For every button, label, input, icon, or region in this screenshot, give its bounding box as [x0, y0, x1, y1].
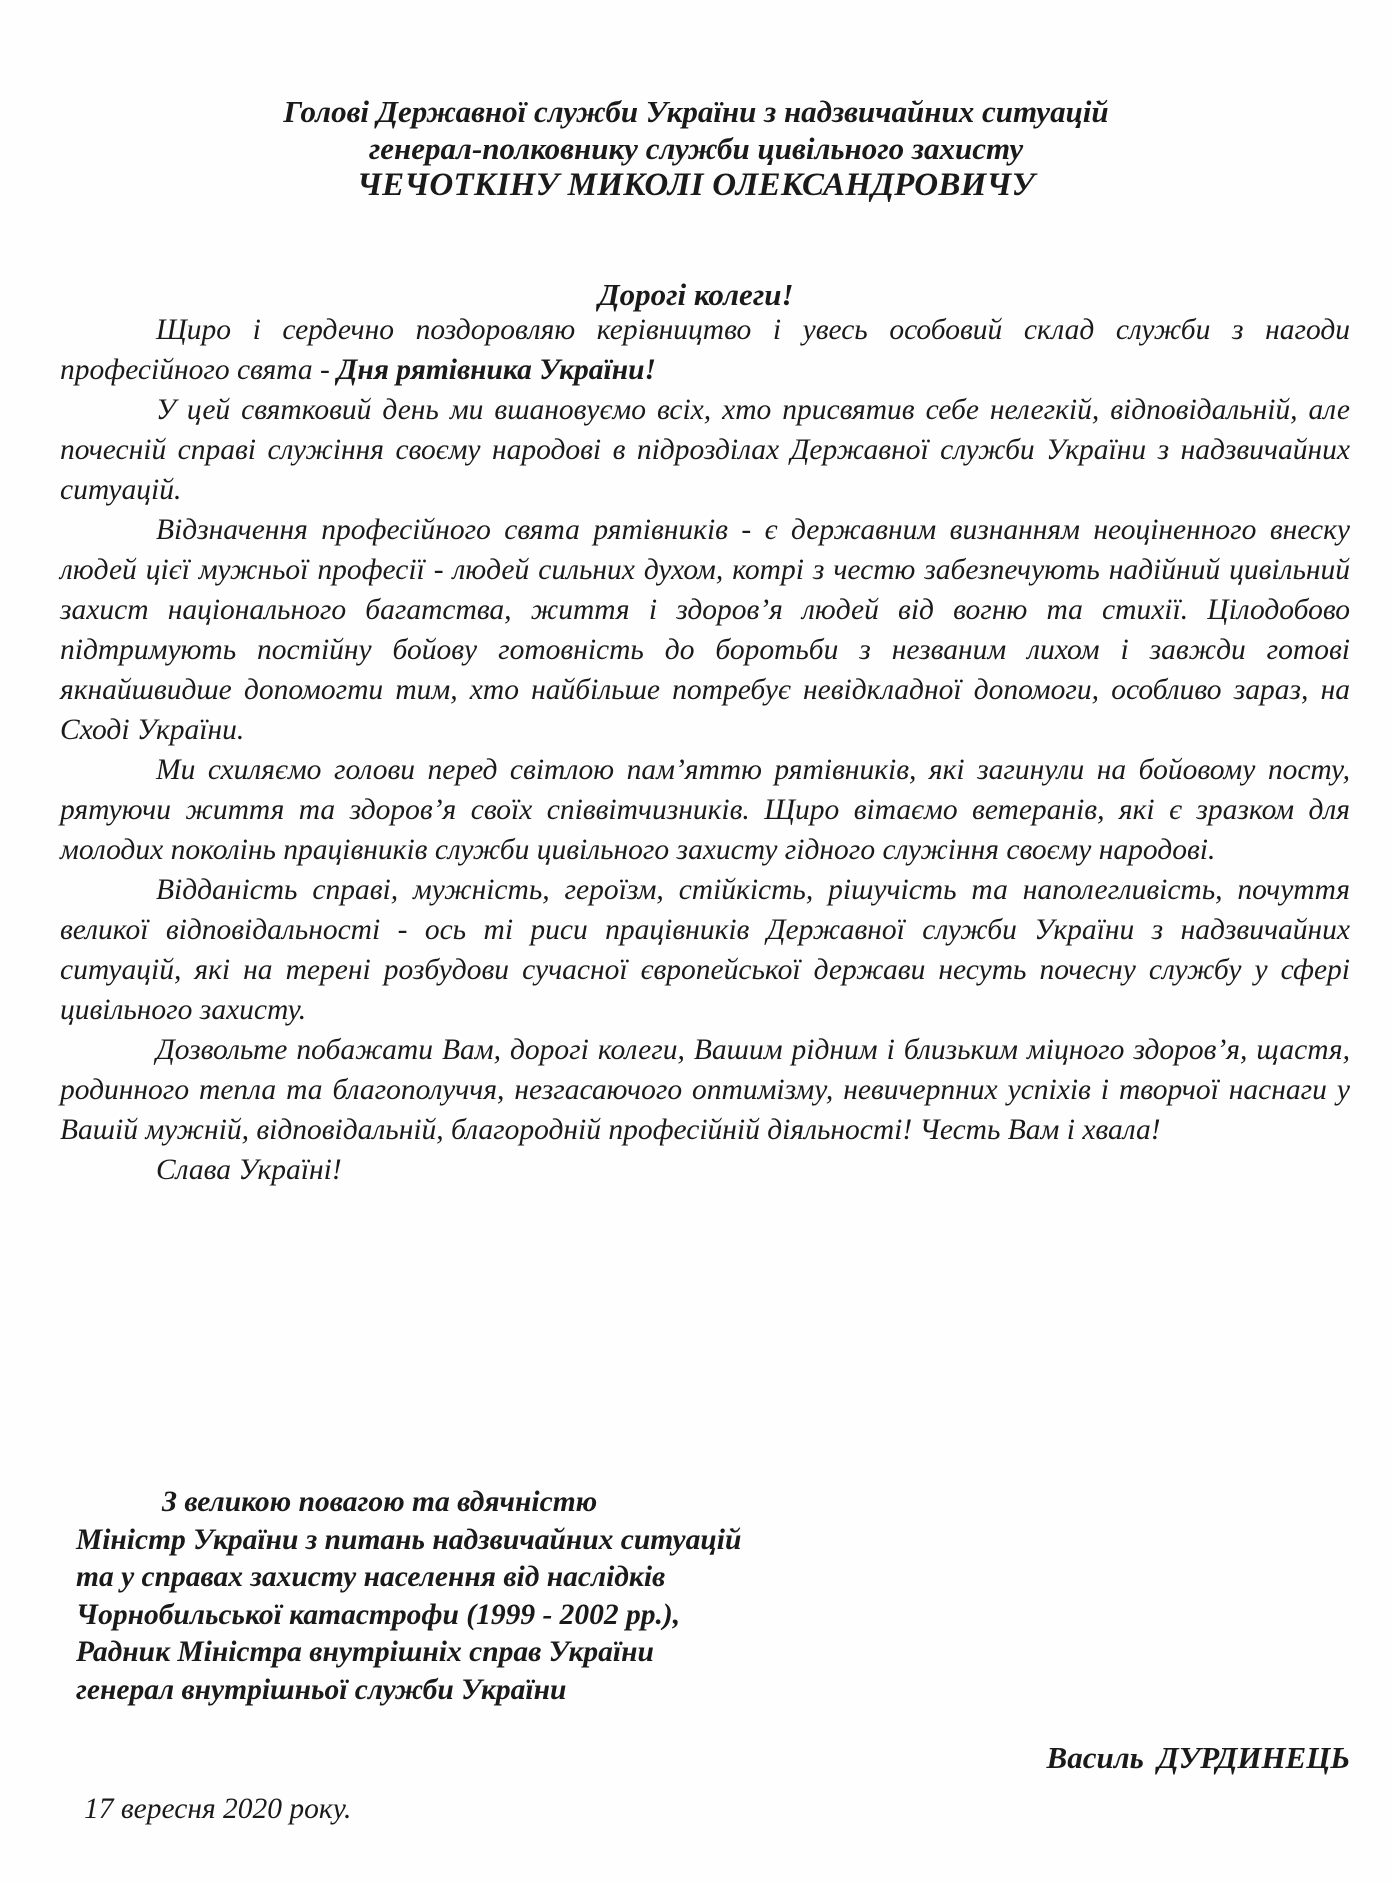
paragraph-1: [60, 310, 1350, 390]
paragraph-5: Відданість справі, мужність, героїзм, стійкість, рішучість та наполегливість, почуття великої відповідальності - ось ті риси працівників Державної служби України з надзвичайних ситуацій, які на терені розбудови сучасної європейської держави несуть почесну службу у сфері цивільного захисту.: [60, 874, 1350, 1026]
paragraph-1-text: Щиро і сердечно поздоровляю керівництво і увесь особовий склад служби з нагоди професійного свята -: [60, 314, 1350, 386]
addressee-block: [0, 93, 1392, 204]
closing-position-1: Міністр України з питань надзвичайних ситуацій: [76, 1523, 742, 1556]
addressee-title: Голові Державної служби України з надзвичайних ситуацій: [283, 94, 1109, 129]
closing-position-4: Радник Міністра внутрішніх справ України: [76, 1636, 654, 1668]
paragraph-7: Слава Україні!: [156, 1154, 342, 1186]
closing-position-2: та у справах захисту населення від наслідків: [76, 1561, 666, 1593]
addressee-rank: генерал-полковнику служби цивільного захисту: [368, 131, 1024, 166]
addressee-name: ЧЕЧОТКІНУ МИКОЛІ ОЛЕКСАНДРОВИЧУ: [357, 167, 1035, 203]
signature-name: Василь ДУРДИНЕЦЬ: [1046, 1740, 1350, 1775]
letter-date: 17 вересня 2020 року.: [84, 1793, 352, 1825]
greeting: Дорогі колеги!: [598, 277, 794, 312]
paragraph-1-emphasis: Дня рятівника України!: [337, 354, 656, 386]
paragraph-4: Ми схиляємо голови перед світлою пам’яттю рятівників, які загинули на бойовому посту, рятуючи життя та здоров’я своїх співвітчизників. Щиро вітаємо ветеранів, які є зразком для молодих поколінь працівників служби цивільного захисту гідного служіння своєму народові.: [60, 754, 1350, 866]
paragraph-3: Відзначення професійного свята рятівників - є державним визнанням неоціненного внеску людей цієї мужньої професії - людей сильних духом, котрі з честю забезпечують надійний цивільний захист національного багатства, життя і здоров’я людей від вогню та стихії. Цілодобово підтримують постійну бойову готовність до боротьби з незваним лихом і завжди готові якнайшвидше допомогти тим, хто найбільше потребує невідкладної допомоги, особливо зараз, на Сході України.: [60, 514, 1350, 746]
paragraph-2: У цей святковий день ми вшановуємо всіх, хто присвятив себе нелегкій, відповідальній, але почесній справі служіння своєму народові в підрозділах Державної служби України з надзвичайних ситуацій.: [60, 394, 1350, 506]
paragraph-6: Дозвольте побажати Вам, дорогі колеги, Вашим рідним і близьким міцного здоров’я, щастя, родинного тепла та благополуччя, незгасаючого оптимізму, невичерпних успіхів і творчої наснаги у Вашій мужній, відповідальній, благородній професійній діяльності! Честь Вам і хвала!: [60, 1034, 1350, 1146]
closing-position-3: Чорнобильської катастрофи (1999 - 2002 рр.),: [76, 1598, 681, 1631]
letter-body: [60, 310, 1350, 1190]
closing-regards: З великою повагою та вдячністю: [162, 1486, 598, 1518]
closing-position-5: генерал внутрішньої служби України: [76, 1673, 567, 1706]
closing-block: [76, 1484, 976, 1709]
